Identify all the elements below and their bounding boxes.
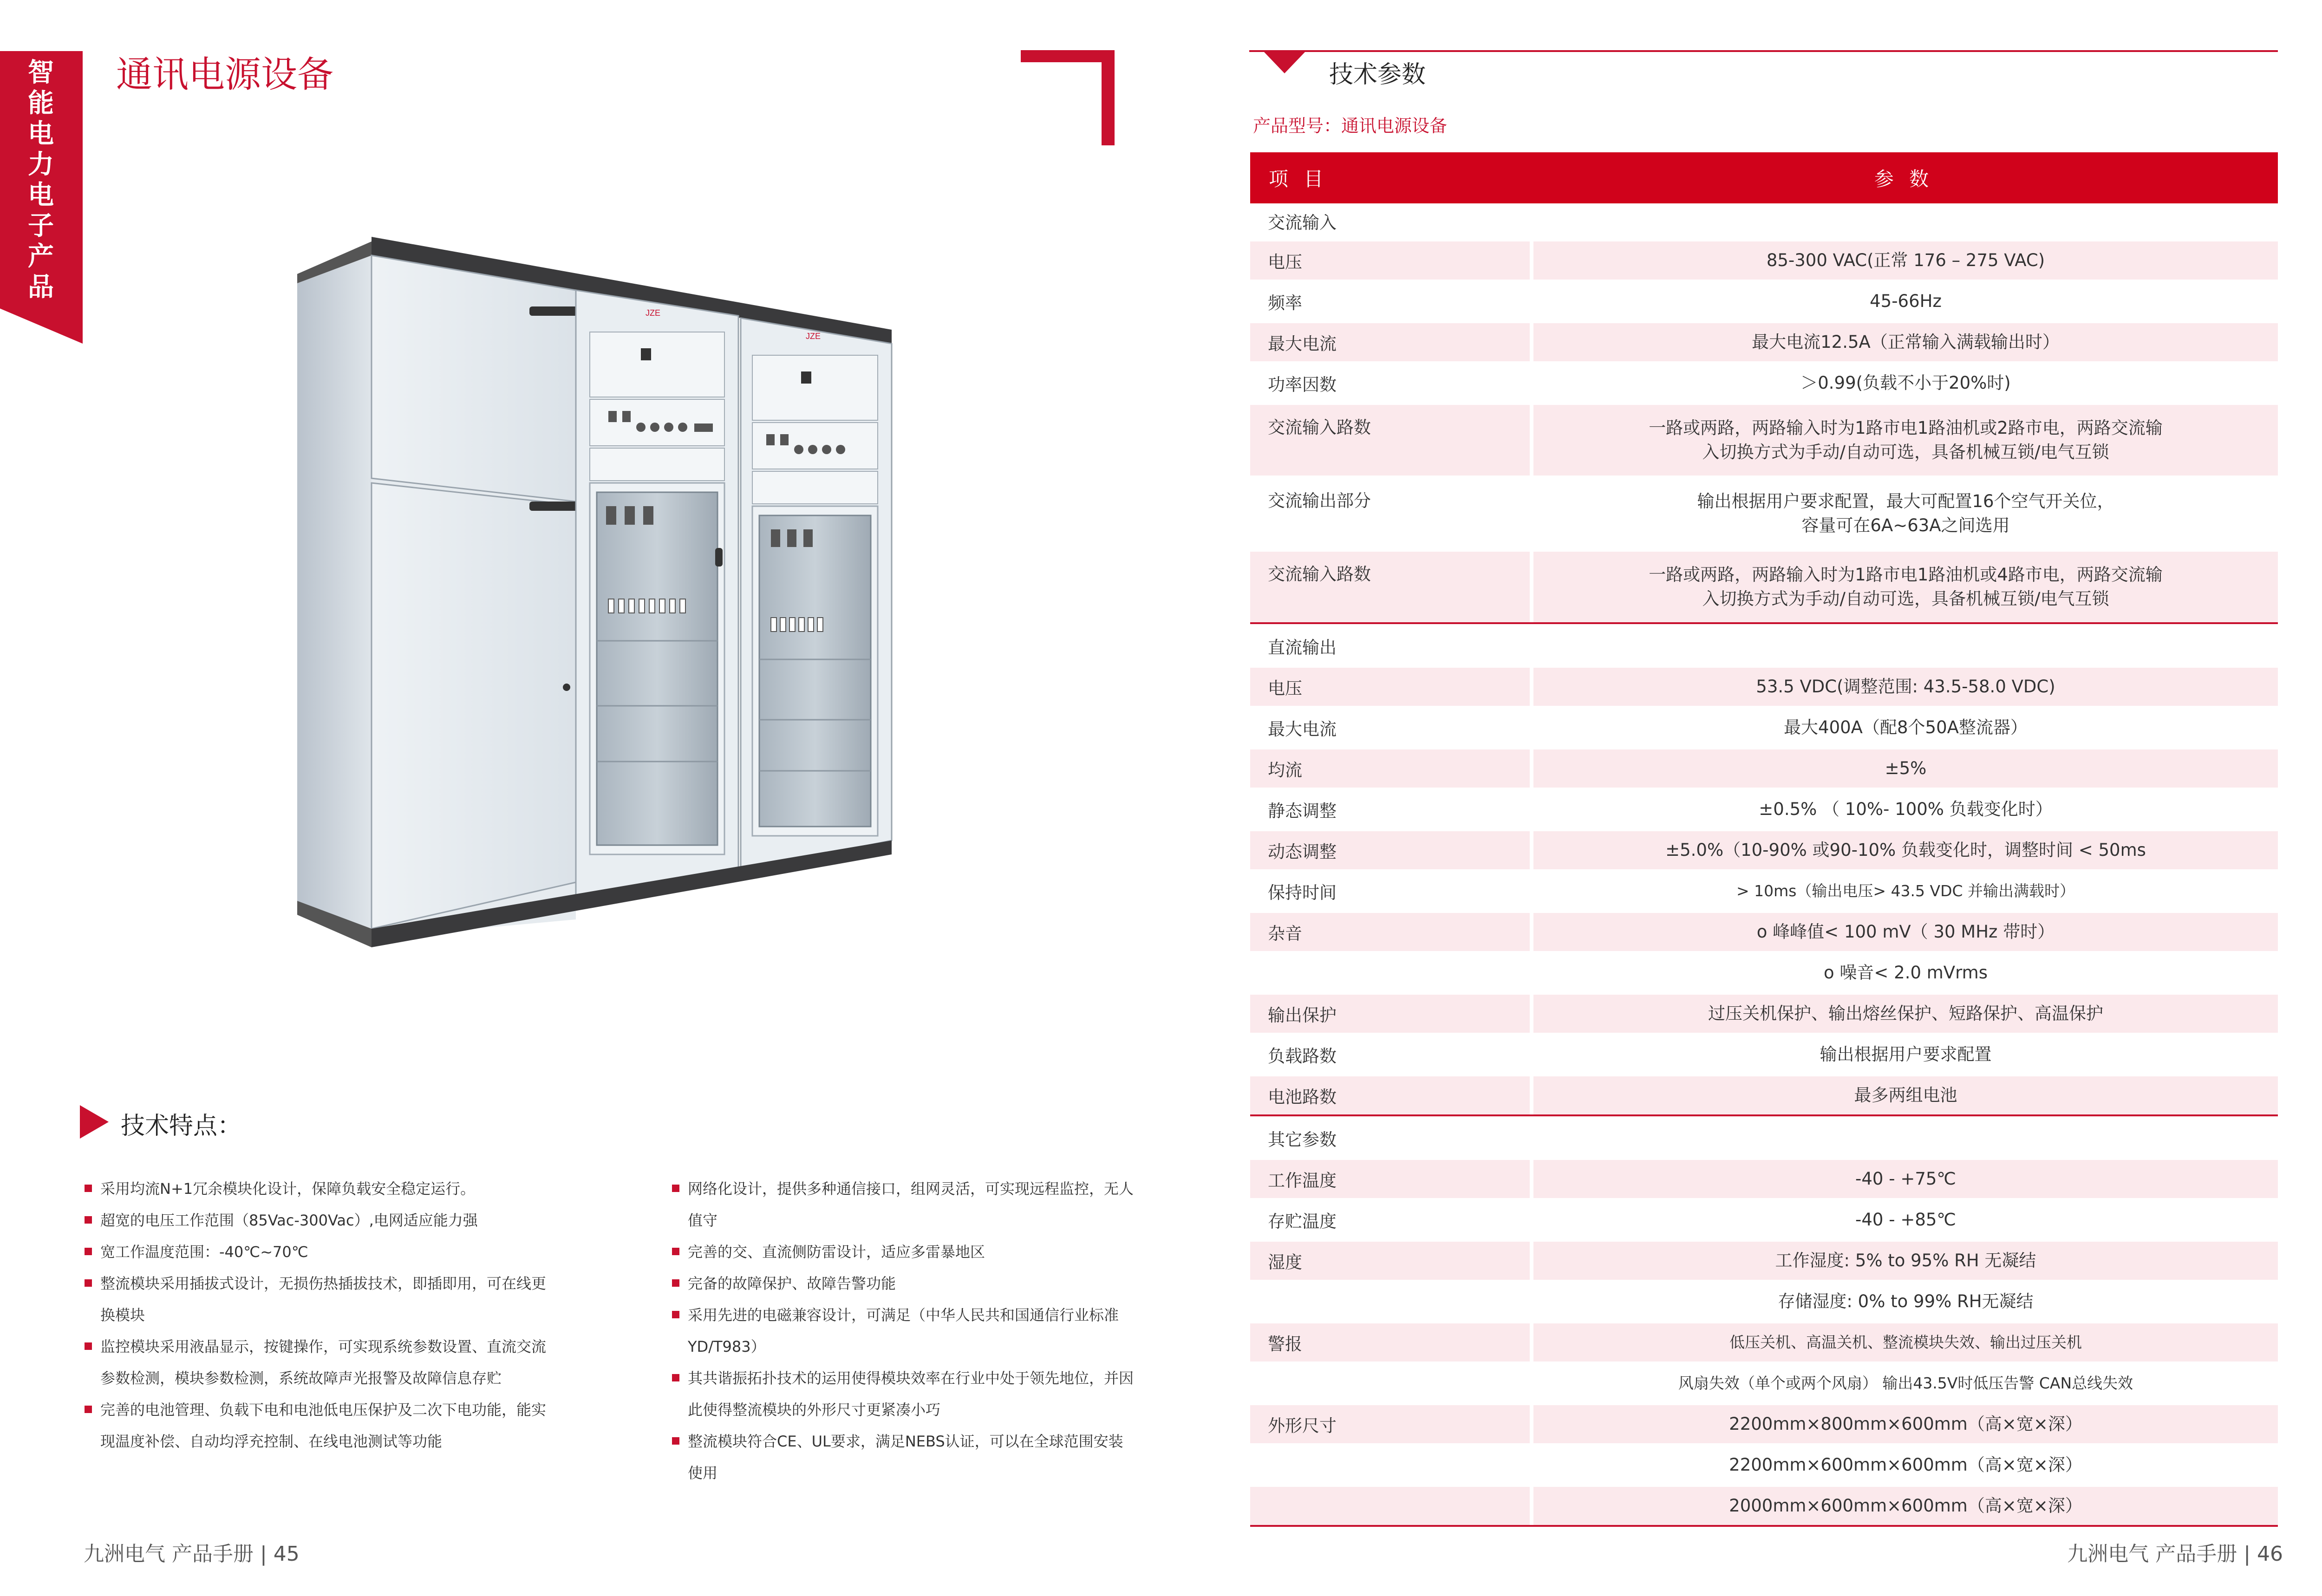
- spec-value-line: 一路或两路，两路输入时为1路市电1路油机或4路市电，两路交流输: [1649, 565, 2163, 585]
- spec-row-value: [1533, 831, 2278, 869]
- spec-row: [1250, 913, 2278, 951]
- spec-value-line: ±5%: [1885, 758, 1927, 778]
- spec-row: [1250, 203, 2278, 239]
- spec-row-value: [1533, 1487, 2278, 1525]
- spec-row-item: 交流输出部分: [1268, 491, 1371, 511]
- spec-row-item: 最大电流: [1250, 323, 1530, 361]
- spec-row: [1250, 1242, 2278, 1280]
- spec-row: [1250, 1201, 2278, 1239]
- spec-row-item: 电压: [1250, 668, 1530, 706]
- spec-row-value: [1533, 790, 2278, 828]
- spec-table: [1250, 152, 2278, 1527]
- side-tab-char: 电: [28, 180, 54, 210]
- spec-row-item: [1250, 1364, 1530, 1402]
- spec-row-value: [1533, 995, 2278, 1033]
- spec-value-line: 入切换方式为手动/自动可选，具备机械互锁/电气互锁: [1702, 589, 2109, 609]
- spec-row: [1250, 1076, 2278, 1116]
- section-rule: [1249, 50, 2278, 52]
- spec-value-line: 输出根据用户要求配置: [1820, 1044, 1992, 1064]
- spec-row-value: [1533, 1119, 2278, 1157]
- spec-row-value: [1533, 954, 2278, 992]
- side-tab-char: 能: [28, 88, 54, 118]
- spec-value-line: 85-300 VAC(正常 176 – 275 VAC): [1766, 250, 2045, 270]
- spec-row-value: [1533, 405, 2278, 476]
- spec-row-item: 其它参数: [1268, 1130, 1337, 1150]
- spec-row-value: [1533, 282, 2278, 320]
- spec-row-value: [1533, 323, 2278, 361]
- spec-value-line: 最大400A（配8个50A整流器）: [1784, 717, 2028, 737]
- spec-row: [1250, 364, 2278, 402]
- feature-item: 其共谐振拓扑技术的运用使得模块效率在行业中处于领先地位，并因此使得整流模块的外形尺寸更紧凑小巧: [672, 1362, 1136, 1426]
- spec-row-item: [1250, 1283, 1530, 1321]
- spec-row: [1250, 1487, 2278, 1527]
- spec-row: [1250, 668, 2278, 706]
- spec-value-line: o 峰峰值< 100 mV（ 30 MHz 带时）: [1756, 922, 2055, 942]
- spec-row-value: [1533, 749, 2278, 788]
- spec-value-line: 存储湿度: 0% to 99% RH无凝结: [1778, 1291, 2034, 1311]
- section-triangle-icon: [1264, 52, 1305, 73]
- feature-item: 采用先进的电磁兼容设计，可满足（中华人民共和国通信行业标准YD/T983）: [672, 1299, 1136, 1362]
- spec-value-line: > 10ms（输出电压> 43.5 VDC 并输出满载时）: [1736, 882, 2075, 900]
- spec-row: [1250, 872, 2278, 910]
- cabinet-image: [288, 223, 938, 957]
- spec-row-value: [1533, 364, 2278, 402]
- spec-row-item: 交流输入: [1268, 213, 1337, 233]
- spec-value-line: 风扇失效（单个或两个风扇） 输出43.5V时低压告警 CAN总线失效: [1678, 1374, 2133, 1392]
- spec-row-item: 输出保护: [1250, 995, 1530, 1033]
- spec-row: [1250, 1160, 2278, 1198]
- spec-row: [1250, 790, 2278, 828]
- spec-row: [1250, 1283, 2278, 1321]
- features-list-left: [85, 1173, 549, 1457]
- cabinet-brand-label: JZE: [646, 308, 661, 318]
- feature-item: 整流模块采用插拔式设计，无损伤热插拔技术，即插即用，可在线更换模块: [85, 1268, 549, 1331]
- spec-row-value: [1533, 668, 2278, 706]
- spec-row-value: [1533, 1076, 2278, 1114]
- spec-row: [1250, 323, 2278, 361]
- feature-item: 采用均流N+1冗余模块化设计，保障负载安全稳定运行。: [85, 1173, 549, 1205]
- spec-row-item: 频率: [1268, 293, 1302, 313]
- side-tab-char: 智: [28, 58, 54, 88]
- spec-row-item: 负载路数: [1268, 1046, 1337, 1066]
- cabinet-brand-label: JZE: [806, 332, 821, 341]
- spec-value-line: ±0.5% （ 10%- 100% 负载变化时）: [1759, 799, 2053, 819]
- spec-row: [1250, 831, 2278, 869]
- spec-value-line: 过压关机保护、输出熔丝保护、短路保护、高温保护: [1708, 1003, 2103, 1023]
- spec-row-item: 静态调整: [1268, 801, 1337, 821]
- spec-value-line: -40 - +85℃: [1855, 1210, 1956, 1230]
- spec-row: [1250, 627, 2278, 665]
- spec-row-value: [1533, 1405, 2278, 1443]
- spec-table-body: [1250, 203, 2278, 1527]
- spec-value-line: 53.5 VDC(调整范围: 43.5-58.0 VDC): [1756, 677, 2055, 697]
- page-title: 通讯电源设备: [116, 54, 334, 96]
- spec-value-line: 最多两组电池: [1854, 1085, 1957, 1105]
- section-title: 技术参数: [1329, 61, 1426, 89]
- spec-value-line: 输出根据用户要求配置，最大可配置16个空气开关位，: [1697, 491, 2114, 511]
- spec-row-value: [1533, 872, 2278, 910]
- feature-item: 超宽的电压工作范围（85Vac-300Vac）,电网适应能力强: [85, 1205, 549, 1236]
- spec-value-line: 低压关机、高温关机、整流模块失效、输出过压关机: [1729, 1333, 2082, 1351]
- spec-row: [1250, 405, 2278, 476]
- spec-row: [1250, 709, 2278, 747]
- spec-row-value: [1533, 203, 2278, 239]
- spec-row-value: [1533, 1323, 2278, 1361]
- spec-value-line: ±5.0%（10-90% 或90-10% 负载变化时，调整时间 < 50ms: [1665, 840, 2146, 860]
- spec-row-item: 警报: [1250, 1323, 1530, 1361]
- spec-row-value: [1533, 1160, 2278, 1198]
- spec-value-line: 容量可在6A~63A之间选用: [1801, 515, 2010, 535]
- spec-row-value: [1533, 627, 2278, 665]
- spec-value-line: 工作湿度: 5% to 95% RH 无凝结: [1775, 1251, 2036, 1270]
- spec-row-item: 工作温度: [1250, 1160, 1530, 1198]
- spec-row-value: [1533, 1446, 2278, 1484]
- spec-row: [1250, 282, 2278, 320]
- spec-row-value: [1533, 478, 2278, 549]
- side-tab-char: 品: [28, 272, 54, 302]
- spec-value-line: 2200mm×600mm×600mm（高×宽×深）: [1729, 1455, 2082, 1475]
- feature-item: 完善的电池管理、负载下电和电池低电压保护及二次下电功能，能实现温度补偿、自动均浮充控制、在线电池测试等功能: [85, 1394, 549, 1457]
- spec-row-item: 保持时间: [1268, 883, 1337, 903]
- spec-value-line: 2200mm×800mm×600mm（高×宽×深）: [1729, 1414, 2082, 1434]
- feature-item: 监控模块采用液晶显示，按键操作，可实现系统参数设置、直流交流参数检测，模块参数检测，系统故障声光报警及故障信息存贮: [85, 1331, 549, 1394]
- spec-row: [1250, 749, 2278, 788]
- spec-row-item: 最大电流: [1268, 719, 1337, 739]
- spec-value-line: 最大电流12.5A（正常输入满载输出时）: [1752, 332, 2060, 352]
- model-label: 产品型号：通讯电源设备: [1253, 116, 1448, 136]
- features-arrow-icon: [80, 1105, 109, 1139]
- spec-row-item: 动态调整: [1250, 831, 1530, 869]
- spec-value-line: 45-66Hz: [1870, 291, 1942, 311]
- spec-row: [1250, 1119, 2278, 1157]
- spec-value-line: 一路或两路，两路输入时为1路市电1路油机或2路市电，两路交流输: [1649, 418, 2163, 438]
- spec-row-value: [1533, 1242, 2278, 1280]
- header-item: 项 目: [1269, 168, 1328, 190]
- spec-row-item: [1250, 1446, 1530, 1484]
- category-side-tab-label: [24, 58, 58, 303]
- spec-row-item: 存贮温度: [1268, 1212, 1337, 1231]
- spec-value-line: -40 - +75℃: [1855, 1169, 1956, 1189]
- spec-row-item: 交流输入路数: [1250, 552, 1530, 622]
- spec-value-line: 2000mm×600mm×600mm（高×宽×深）: [1729, 1496, 2082, 1516]
- spec-row-value: [1533, 1201, 2278, 1239]
- spec-row: [1250, 1405, 2278, 1443]
- spec-row-item: 功率因数: [1268, 375, 1337, 395]
- spec-row: [1250, 478, 2278, 549]
- page-footer-left: 九洲电气 产品手册 | 45: [84, 1542, 300, 1566]
- spec-row-item: 直流输出: [1268, 638, 1337, 658]
- feature-item: 完备的故障保护、故障告警功能: [672, 1268, 1136, 1299]
- features-title: 技术特点：: [121, 1112, 242, 1140]
- spec-value-line: o 噪音< 2.0 mVrms: [1824, 963, 1988, 983]
- feature-item: 网络化设计，提供多种通信接口，组网灵活，可实现远程监控，无人值守: [672, 1173, 1136, 1236]
- spec-value-line: ＞0.99(负载不小于20%时): [1800, 373, 2011, 393]
- spec-row-item: 均流: [1250, 749, 1530, 788]
- feature-item: 完善的交、直流侧防雷设计，适应多雷暴地区: [672, 1236, 1136, 1268]
- features-list-right: [672, 1173, 1136, 1489]
- spec-row: [1250, 1323, 2278, 1361]
- spec-row-item: [1250, 954, 1530, 992]
- spec-row: [1250, 552, 2278, 624]
- side-tab-char: 产: [28, 241, 54, 272]
- spec-row-item: 湿度: [1250, 1242, 1530, 1280]
- spec-row-value: [1533, 709, 2278, 747]
- side-tab-char: 力: [28, 150, 54, 180]
- spec-row: [1250, 995, 2278, 1033]
- corner-decoration: [1021, 50, 1115, 62]
- spec-row: [1250, 954, 2278, 992]
- spec-row-item: [1250, 1487, 1530, 1525]
- page-footer-right: 九洲电气 产品手册 | 46: [2067, 1542, 2283, 1566]
- spec-row-value: [1533, 1036, 2278, 1074]
- spec-row-item: 交流输入路数: [1250, 405, 1530, 476]
- spec-row-item: 电池路数: [1250, 1076, 1530, 1114]
- spec-row-value: [1533, 913, 2278, 951]
- spec-table-header: [1250, 152, 2278, 203]
- spec-row-value: [1533, 1283, 2278, 1321]
- header-param: 参 数: [1874, 168, 1934, 190]
- spec-row: [1250, 241, 2278, 280]
- spec-row: [1250, 1364, 2278, 1402]
- spec-row-item: 电压: [1250, 241, 1530, 280]
- spec-value-line: 入切换方式为手动/自动可选，具备机械互锁/电气互锁: [1702, 442, 2109, 462]
- corner-decoration: [1102, 50, 1115, 145]
- spec-row: [1250, 1036, 2278, 1074]
- spec-row-value: [1533, 552, 2278, 622]
- spec-row-item: 杂音: [1250, 913, 1530, 951]
- spec-row-item: 外形尺寸: [1250, 1405, 1530, 1443]
- spec-row: [1250, 1446, 2278, 1484]
- feature-item: 宽工作温度范围：-40℃~70℃: [85, 1236, 549, 1268]
- spec-row-value: [1533, 1364, 2278, 1402]
- side-tab-char: 电: [28, 119, 54, 149]
- feature-item: 整流模块符合CE、UL要求，满足NEBS认证，可以在全球范围安装使用: [672, 1426, 1136, 1489]
- spec-row-value: [1533, 241, 2278, 280]
- side-tab-char: 子: [28, 211, 54, 241]
